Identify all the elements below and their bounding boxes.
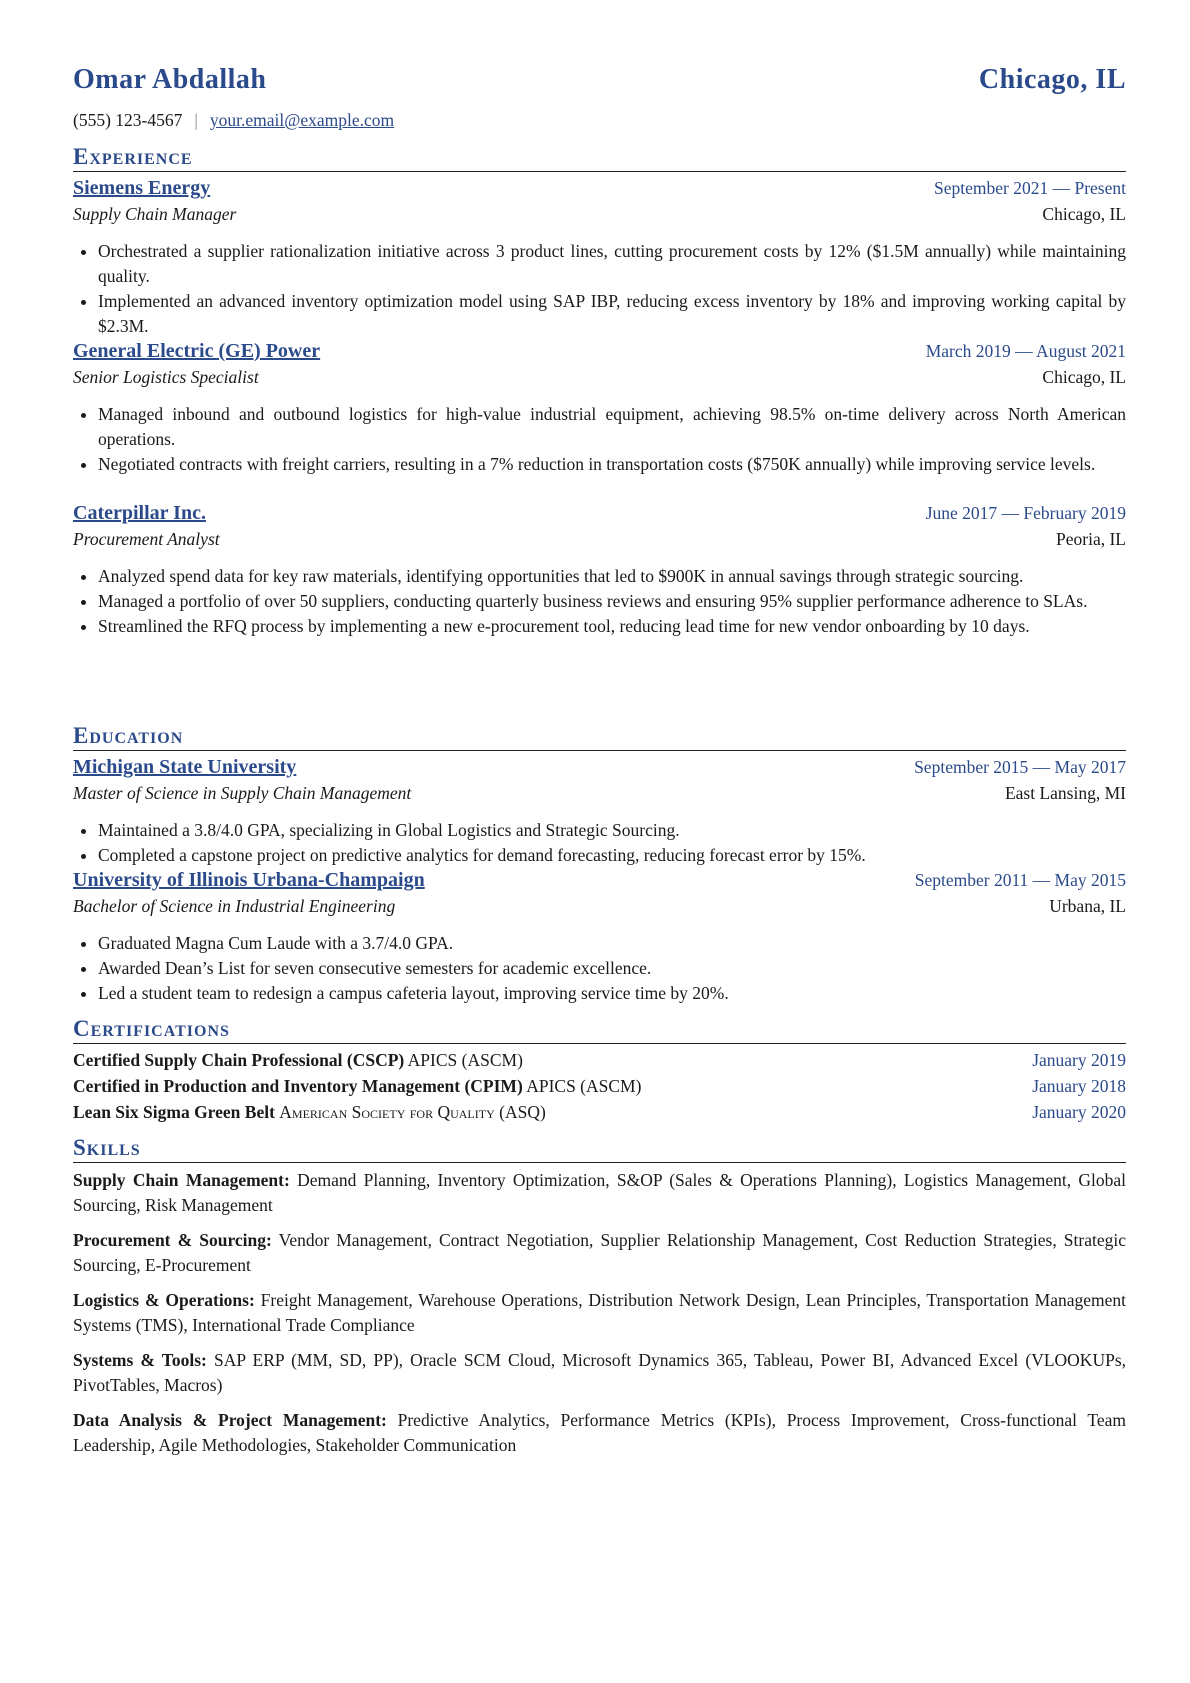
- section-certifications-title: Certifications: [73, 1016, 1126, 1044]
- candidate-name: Omar Abdallah: [73, 64, 267, 95]
- company-link[interactable]: Caterpillar Inc.: [73, 502, 206, 524]
- skill-text: Demand Planning, Inventory Optimization, S&OP (Sales & Operations Planning), Logistics Management, Global Sourcing, Risk Management: [73, 1170, 1126, 1215]
- skill-text: Predictive Analytics, Performance Metrics (KPIs), Process Improvement, Cross-functional Team Leadership, Agile Methodologies, Stakeholder Communication: [73, 1410, 1126, 1455]
- certification-item: [73, 1102, 1126, 1128]
- job-bullets: [73, 564, 1126, 639]
- skill-label: Systems & Tools:: [73, 1350, 207, 1370]
- job-role: Supply Chain Manager: [73, 204, 237, 224]
- bullet: • Managed a portfolio of over 50 suppliers, conducting quarterly business reviews and ensuring 95% supplier performance adherence to SLAs.: [98, 589, 1126, 614]
- certification-issuer: APICS (ASCM): [526, 1076, 642, 1096]
- school-link[interactable]: Michigan State University: [73, 756, 297, 778]
- skill-label: Supply Chain Management:: [73, 1170, 290, 1190]
- job-entry: [73, 177, 1126, 339]
- bullet: • Awarded Dean’s List for seven consecutive semesters for academic excellence.: [98, 956, 1126, 981]
- skill-label: Data Analysis & Project Management:: [73, 1410, 387, 1430]
- bullet: • Completed a capstone project on predictive analytics for demand forecasting, reducing forecast error by 15%.: [98, 843, 1126, 868]
- school-location: Urbana, IL: [1049, 896, 1126, 916]
- header: [73, 64, 1126, 96]
- job-location: Chicago, IL: [1042, 204, 1126, 224]
- skill-group: [73, 1348, 1126, 1398]
- skill-text: Freight Management, Warehouse Operations, Distribution Network Design, Lean Principles, Transportation Management Systems (TMS), International Trade Compliance: [73, 1290, 1127, 1335]
- phone: (555) 123-4567: [73, 110, 183, 130]
- skill-group: [73, 1228, 1126, 1278]
- certification-name: Certified in Production and Inventory Management (CPIM): [73, 1076, 523, 1096]
- email-link[interactable]: your.email@example.com: [209, 110, 395, 130]
- bullet: • Analyzed spend data for key raw materials, identifying opportunities that led to $900K in annual savings through strategic sourcing.: [98, 564, 1126, 589]
- separator: |: [194, 110, 198, 130]
- degree: Bachelor of Science in Industrial Engineering: [73, 896, 396, 916]
- skill-group: [73, 1288, 1126, 1338]
- skill-label: Logistics & Operations:: [73, 1290, 255, 1310]
- education-bullets: [73, 818, 1126, 868]
- education-dates: September 2011 — May 2015: [914, 870, 1126, 890]
- bullet: • Implemented an advanced inventory optimization model using SAP IBP, reducing excess inventory by 18% and improving working capital by $2.3M.: [98, 289, 1126, 339]
- certification-issuer: APICS (ASCM): [407, 1050, 523, 1070]
- certification-item: [73, 1050, 1126, 1076]
- job-location: Chicago, IL: [1042, 367, 1126, 387]
- section-skills-title: Skills: [73, 1135, 1126, 1163]
- bullet: • Negotiated contracts with freight carriers, resulting in a 7% reduction in transportation costs ($750K annually) while improving service levels.: [98, 452, 1126, 477]
- education-entry: [73, 756, 1126, 868]
- contact-line: [73, 110, 394, 131]
- job-entry: [73, 340, 1126, 477]
- job-role: Senior Logistics Specialist: [73, 367, 259, 387]
- job-dates: June 2017 — February 2019: [925, 503, 1126, 523]
- certification-item: [73, 1076, 1126, 1102]
- job-dates: September 2021 — Present: [934, 178, 1126, 198]
- bullet: • Maintained a 3.8/4.0 GPA, specializing in Global Logistics and Strategic Sourcing.: [98, 818, 1126, 843]
- certification-issuer: American Society for Quality (ASQ): [279, 1102, 546, 1122]
- job-bullets: [73, 402, 1126, 477]
- company-link[interactable]: General Electric (GE) Power: [73, 340, 321, 362]
- certifications-list: [73, 1050, 1126, 1128]
- section-experience-title: Experience: [73, 144, 1126, 172]
- skill-text: Vendor Management, Contract Negotiation, Supplier Relationship Management, Cost Reduction Strategies, Strategic Sourcing, E-Procurement: [73, 1230, 1127, 1275]
- bullet: • Graduated Magna Cum Laude with a 3.7/4.0 GPA.: [98, 931, 1126, 956]
- candidate-location: Chicago, IL: [978, 64, 1126, 95]
- bullet: • Managed inbound and outbound logistics for high-value industrial equipment, achieving 98.5% on-time delivery across North American operations.: [98, 402, 1126, 452]
- certification-date: January 2018: [1032, 1076, 1126, 1096]
- certification-date: January 2020: [1032, 1102, 1126, 1122]
- job-bullets: [73, 239, 1126, 339]
- job-location: Peoria, IL: [1056, 529, 1126, 549]
- job-entry: [73, 502, 1126, 639]
- section-education-title: Education: [73, 723, 1126, 751]
- degree: Master of Science in Supply Chain Management: [73, 783, 412, 803]
- job-role: Procurement Analyst: [73, 529, 220, 549]
- certification-name: Lean Six Sigma Green Belt: [73, 1102, 275, 1122]
- skill-group: [73, 1408, 1126, 1458]
- bullet: • Orchestrated a supplier rationalization initiative across 3 product lines, cutting procurement costs by 12% ($1.5M annually) while maintaining quality.: [98, 239, 1126, 289]
- skill-label: Procurement & Sourcing:: [73, 1230, 272, 1250]
- bullet: • Led a student team to redesign a campus cafeteria layout, improving service time by 20%.: [98, 981, 1126, 1006]
- education-dates: September 2015 — May 2017: [914, 757, 1126, 777]
- education-entry: [73, 869, 1126, 1006]
- certification-name: Certified Supply Chain Professional (CSCP): [73, 1050, 405, 1070]
- certification-date: January 2019: [1032, 1050, 1126, 1070]
- school-location: East Lansing, MI: [1004, 783, 1126, 803]
- skill-text: SAP ERP (MM, SD, PP), Oracle SCM Cloud, Microsoft Dynamics 365, Tableau, Power BI, Advanced Excel (VLOOKUPs, PivotTables, Macros): [73, 1350, 1127, 1395]
- education-bullets: [73, 931, 1126, 1006]
- skill-group: [73, 1168, 1126, 1218]
- school-link[interactable]: University of Illinois Urbana-Champaign: [73, 869, 425, 891]
- bullet: • Streamlined the RFQ process by implementing a new e-procurement tool, reducing lead time for new vendor onboarding by 10 days.: [98, 614, 1126, 639]
- skills-list: [73, 1168, 1126, 1468]
- company-link[interactable]: Siemens Energy: [73, 177, 211, 199]
- job-dates: March 2019 — August 2021: [925, 341, 1126, 361]
